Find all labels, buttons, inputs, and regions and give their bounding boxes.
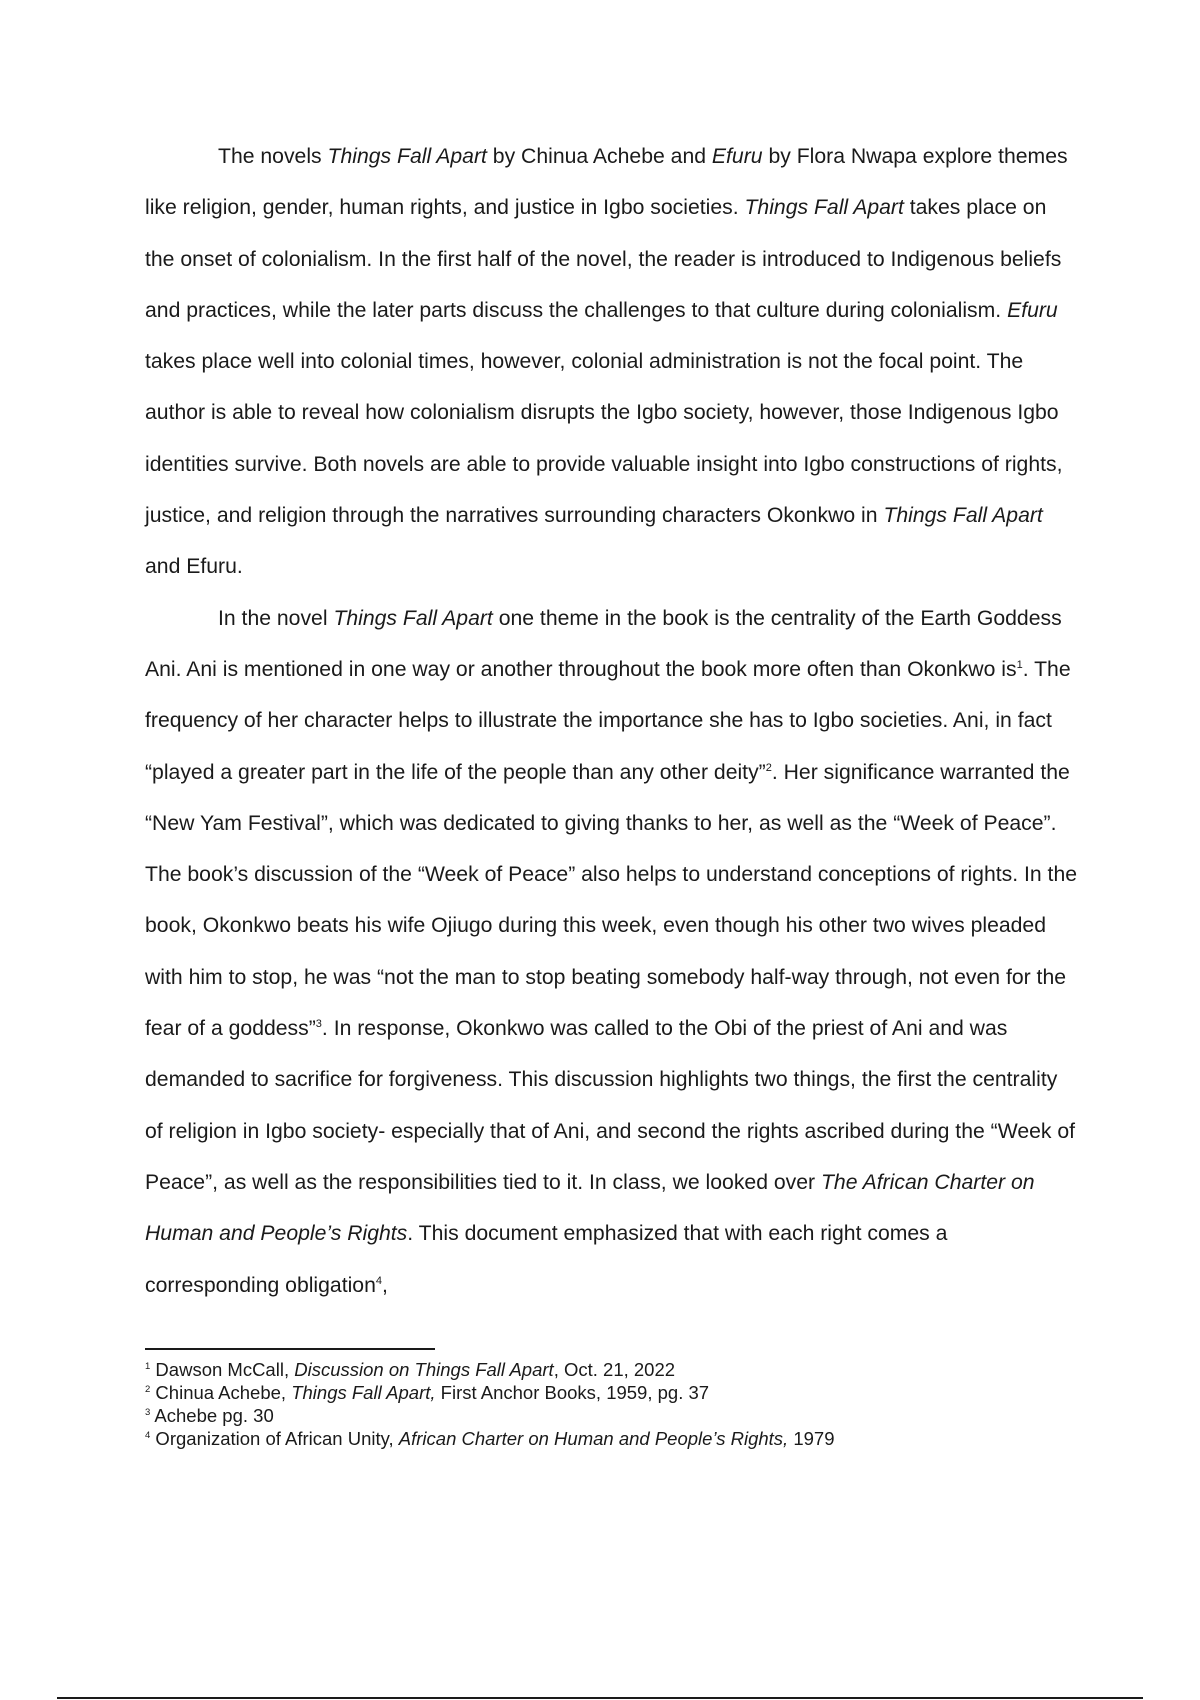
text-run: . In response, Okonkwo was called to the Obi of the priest of Ani and was demanded to sacrifice for forgiveness. This discussion highlights two things, the first the centrality of religion in Igbo society- especially that of Ani, and second the rights ascribed during the “Week of Peace”, as well as the responsibilities tied to it. In class, we looked over: [145, 1017, 1076, 1194]
text-run: and Efuru.: [145, 555, 243, 579]
italic-title-text: The African Charter on Human and People’s Rights: [145, 1170, 1035, 1246]
text-run: . Her significance warranted the “New Yam Festival”, which was dedicated to giving thanks to her, as well as the “Week of Peace”. The book’s discussion of the “Week of Peace” also helps to understand conceptions of rights. In the book, Okonkwo beats his wife Ojiugo during this week, even though his other two wives pleaded with him to stop, he was “not the man to stop beating somebody half-way through, not even for the fear of a goddess”: [145, 760, 1078, 1041]
footnote-3: [145, 1404, 1105, 1427]
italic-title-text: Efuru: [711, 145, 763, 168]
text-run: Achebe pg. 30: [150, 1405, 274, 1426]
footnote-separator: [145, 1348, 435, 1350]
italic-title-text: African Charter on Human and People’s Rights,: [398, 1428, 789, 1449]
footnote-marker: 2: [145, 1383, 151, 1395]
italic-title-text: Things Fall Apart,: [291, 1382, 436, 1403]
footnote-marker: 4: [375, 1274, 382, 1287]
text-run: , Oct. 21, 2022: [553, 1359, 676, 1380]
essay-body: [145, 131, 1080, 1311]
italic-title-text: Things Fall Apart: [333, 606, 493, 630]
text-run: takes place on the onset of colonialism. In the first half of the novel, the reader is introduced to Indigenous beliefs and practices, while the later parts discuss the challenges to that culture during colonialism.: [145, 196, 1062, 322]
paragraph-1: [145, 131, 1080, 593]
text-run: one theme in the book is the centrality of the Earth Goddess Ani. Ani is mentioned in one way or another throughout the book more often than Okonkwo is: [145, 606, 1062, 681]
text-run: The novels: [218, 145, 328, 168]
text-run: . This document emphasized that with each right comes a corresponding obligation: [145, 1222, 948, 1297]
text-run: . The frequency of her character helps to illustrate the importance she has to Igbo societies. Ani, in fact “played a greater part in the life of the people than any other deity”: [145, 657, 1071, 784]
footnotes: [145, 1358, 1105, 1450]
text-run: First Anchor Books, 1959, pg. 37: [435, 1382, 710, 1403]
text-run: ,: [382, 1273, 388, 1297]
footnote-marker: 4: [145, 1429, 151, 1441]
italic-title-text: Things Fall Apart: [327, 145, 487, 168]
footnote-1: [145, 1358, 1105, 1381]
footnote-2: [145, 1381, 1105, 1404]
italic-title-text: Efuru: [1007, 298, 1058, 322]
italic-title-text: Discussion on Things Fall Apart: [294, 1359, 554, 1380]
footnote-marker: 3: [145, 1406, 151, 1418]
text-run: 1979: [788, 1428, 835, 1449]
italic-title-text: Things Fall Apart: [883, 504, 1043, 528]
footnote-marker: 1: [1016, 658, 1023, 671]
text-run: by Chinua Achebe and: [486, 145, 712, 168]
footnote-marker: 3: [315, 1017, 322, 1030]
footnote-4: [145, 1427, 1105, 1450]
text-run: Dawson McCall,: [150, 1359, 295, 1380]
italic-title-text: Things Fall Apart: [744, 196, 904, 220]
text-run: In the novel: [218, 606, 334, 630]
text-run: takes place well into colonial times, however, colonial administration is not the focal point. The author is able to reveal how colonialism disrupts the Igbo society, however, those Indigenous Igbo identities survive. Both novels are able to provide valuable insight into Igbo constructions of rights, justice, and religion through the narratives surrounding characters Okonkwo in: [145, 350, 1063, 528]
footnote-marker: 2: [765, 761, 772, 774]
text-run: by Flora Nwapa explore themes like religion, gender, human rights, and justice in Igbo societies.: [145, 145, 1068, 220]
page-bottom-rule: [57, 1697, 1143, 1699]
text-run: Chinua Achebe,: [150, 1382, 292, 1403]
text-run: Organization of African Unity,: [150, 1428, 399, 1449]
footnote-marker: 1: [145, 1360, 151, 1372]
paragraph-2: [145, 593, 1080, 1311]
